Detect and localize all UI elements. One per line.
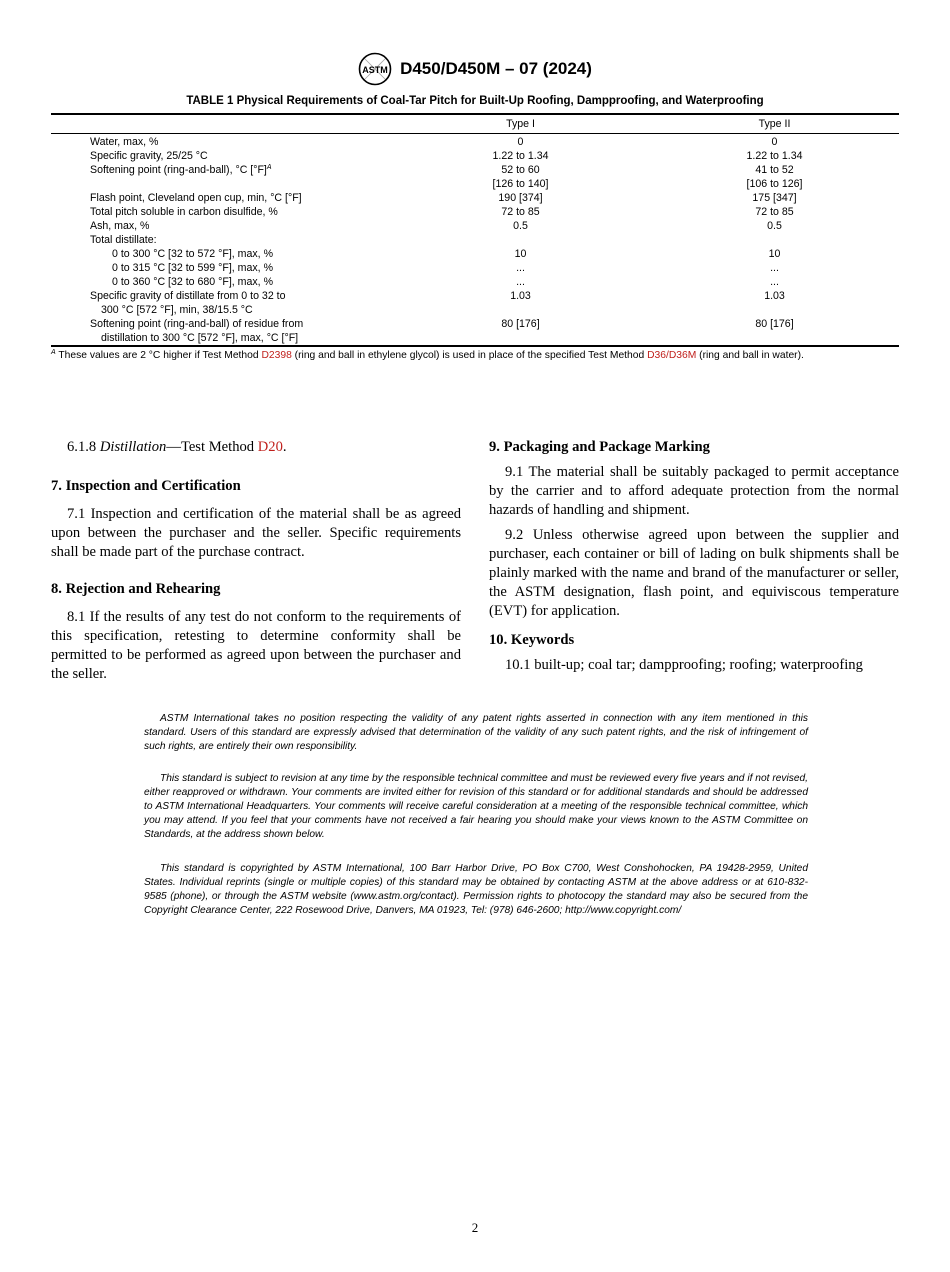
type-2-cell: [650, 303, 899, 317]
table-row: [51, 275, 899, 289]
property-cell: Total pitch soluble in carbon disulfide, %: [90, 206, 278, 218]
type-2-cell: ...: [770, 276, 779, 288]
type-2-cell: 0: [771, 136, 778, 148]
table-row: [51, 149, 899, 163]
link-d36-d36m[interactable]: D36/D36M: [647, 350, 697, 361]
right-column: [489, 438, 899, 675]
type-1-cell: 80 [176]: [501, 318, 540, 330]
type-1-cell: [391, 233, 650, 247]
type-1-cell: 52 to 60: [501, 164, 540, 176]
table-row: [51, 233, 899, 247]
type-1-cell: ...: [516, 262, 525, 274]
table-row: [51, 247, 899, 261]
property-cell: Specific gravity, 25/25 °C: [90, 150, 208, 162]
table-row: [51, 317, 899, 331]
type-2-cell: 1.03: [764, 290, 785, 302]
section-10-1: 10.1 built-up; coal tar; dampproofing; roofing; waterproofing: [505, 657, 863, 673]
type-1-cell: ...: [516, 276, 525, 288]
patent-notice: ASTM International takes no position respecting the validity of any patent rights asserted in connection with any item mentioned in this standard. Users of this standard are expressly advised that determination of the validity of any such patent rights, and the risk of infringement of such rights, are entirely their own responsibility.: [144, 713, 808, 752]
property-cell: Total distillate:: [90, 234, 157, 246]
revision-notice: This standard is subject to revision at any time by the responsible technical committee and must be reviewed every five years and if not revised, either reapproved or withdrawn. Your comments are invited either for revision of this standard or for additional standards and should be addressed to ASTM International Headquarters. Your comments will receive careful consideration at a meeting of the responsible technical committee, which you may attend. If you feel that your comments have not received a fair hearing you should make your views known to the ASTM Committee on Standards, at the address shown below.: [144, 773, 808, 840]
property-cell: 0 to 300 °C [32 to 572 °F], max, %: [112, 248, 273, 260]
type-2-cell: 72 to 85: [755, 206, 794, 218]
property-cell: Specific gravity of distillate from 0 to 32 to: [90, 290, 286, 302]
link-d2398[interactable]: D2398: [261, 350, 292, 361]
table-row: [51, 177, 899, 191]
type-1-cell: 72 to 85: [501, 206, 540, 218]
type-2-cell: 10: [768, 248, 781, 260]
property-cell: [51, 177, 391, 191]
table-row: [51, 191, 899, 205]
property-cell: 300 °C [572 °F], min, 38/15.5 °C: [101, 304, 253, 316]
table-row: [51, 135, 899, 149]
type-1-cell: 1.03: [510, 290, 531, 302]
property-cell: Softening point (ring-and-ball) of residue from: [90, 318, 304, 330]
section-8-heading: 8. Rejection and Rehearing: [51, 581, 221, 597]
table-row: [51, 205, 899, 219]
page-header: [0, 52, 950, 86]
table-row: [51, 303, 899, 317]
document-designation: D450/D450M – 07 (2024): [400, 59, 592, 78]
table-row: [51, 289, 899, 303]
page-number: 2: [471, 1220, 479, 1235]
property-cell: Water, max, %: [90, 136, 159, 148]
copyright-notice: This standard is copyrighted by ASTM International, 100 Barr Harbor Drive, PO Box C700, West Conshohocken, PA 19428-2959, United States. Individual reprints (single or multiple copies) of this standard may be obtained by contacting ASTM at the above address or at 610-832-9585 (phone), or through the ASTM website (www.astm.org/contact). Permission rights to photocopy the standard may also be secured from the Copyright Clearance Center, 222 Rosewood Drive, Danvers, MA 01923, Tel: (978) 646-2600; http://www.copyright.com/: [144, 863, 808, 916]
section-9-2: 9.2 Unless otherwise agreed upon between the supplier and purchaser, each container or bill of lading on bulk shipments shall be plainly marked with the name and brand of the manufacturer or seller, the ASTM designation, flash point, and equiviscous temperature (EVT) for application.: [489, 527, 899, 619]
section-9-1: 9.1 The material shall be suitably packaged to permit acceptance by the carrier and to afford adequate protection from the normal hazards of handling and shipment.: [489, 464, 899, 518]
type-2-cell: 1.22 to 1.34: [746, 150, 803, 162]
type-1-cell: 1.22 to 1.34: [492, 150, 549, 162]
property-cell: Flash point, Cleveland open cup, min, °C [°F]: [90, 192, 302, 204]
property-cell: Softening point (ring-and-ball), °C $[^\circ F]^A$: [90, 164, 272, 176]
table-row: [51, 261, 899, 275]
table-row: [51, 219, 899, 233]
footnote-marker: A: [51, 349, 56, 356]
type-1-cell: [391, 331, 650, 345]
property-cell: distillation to 300 °C [572 °F], max, °C [°F]: [101, 332, 299, 344]
section-8-1: 8.1 If the results of any test do not conform to the requirements of this specification, retesting to determine conformity shall be permitted to be performed as agreed upon between the purchaser and the seller.: [51, 609, 461, 682]
table-row: [51, 331, 899, 345]
table-header-rule: [51, 133, 899, 134]
type-2-cell: [106 to 126]: [746, 178, 803, 190]
physical-requirements-table: [51, 135, 899, 345]
logo-text: ASTM: [362, 65, 388, 75]
column-header-type-1: Type I: [506, 118, 535, 130]
table-title: TABLE 1 Physical Requirements of Coal-Tar Pitch for Built-Up Roofing, Dampproofing, and Waterproofing: [186, 95, 764, 107]
property-cell: Ash, max, %: [90, 220, 150, 232]
column-header-type-2: Type II: [758, 118, 791, 130]
link-d20[interactable]: D20: [257, 439, 283, 455]
table-top-rule: [51, 113, 899, 115]
section-7-1: 7.1 Inspection and certification of the material shall be as agreed upon between the purchaser and the seller. Specific requirements shall be made part of the purchase contract.: [51, 506, 461, 560]
property-cell: 0 to 315 °C [32 to 599 °F], max, %: [112, 262, 273, 274]
type-2-cell: 80 [176]: [755, 318, 794, 330]
table-row: [51, 163, 899, 177]
type-2-cell: [650, 233, 899, 247]
section-7-heading: 7. Inspection and Certification: [51, 478, 241, 494]
type-1-cell: 0: [517, 136, 524, 148]
table-footnote: $^A$ These values are 2 °C higher if Test Method D2398 (ring and ball in ethylene glycol) is used in place of the specified Test Method D36/D36M (ring and ball in water).: [51, 349, 804, 361]
type-2-cell: 41 to 52: [755, 164, 794, 176]
table-bottom-rule: [51, 345, 899, 347]
type-2-cell: 0.5: [767, 220, 782, 232]
type-1-cell: 190 [374]: [498, 192, 543, 204]
section-10-heading: 10. Keywords: [489, 632, 575, 648]
type-1-cell: [126 to 140]: [492, 178, 549, 190]
type-2-cell: 175 [347]: [752, 192, 797, 204]
property-cell: 0 to 360 °C [32 to 680 °F], max, %: [112, 276, 273, 288]
footnote-marker: A: [266, 164, 272, 171]
type-2-cell: ...: [770, 262, 779, 274]
type-1-cell: 10: [514, 248, 527, 260]
astm-logo-icon: [358, 52, 392, 86]
type-1-cell: 0.5: [513, 220, 528, 232]
table-column-headers: [51, 117, 899, 131]
section-6-1-8: 6.1.8 Distillation—Test Method D20.: [67, 439, 287, 455]
type-2-cell: [650, 331, 899, 345]
left-column: [51, 438, 461, 684]
section-9-heading: 9. Packaging and Package Marking: [489, 439, 710, 455]
type-1-cell: [391, 303, 650, 317]
